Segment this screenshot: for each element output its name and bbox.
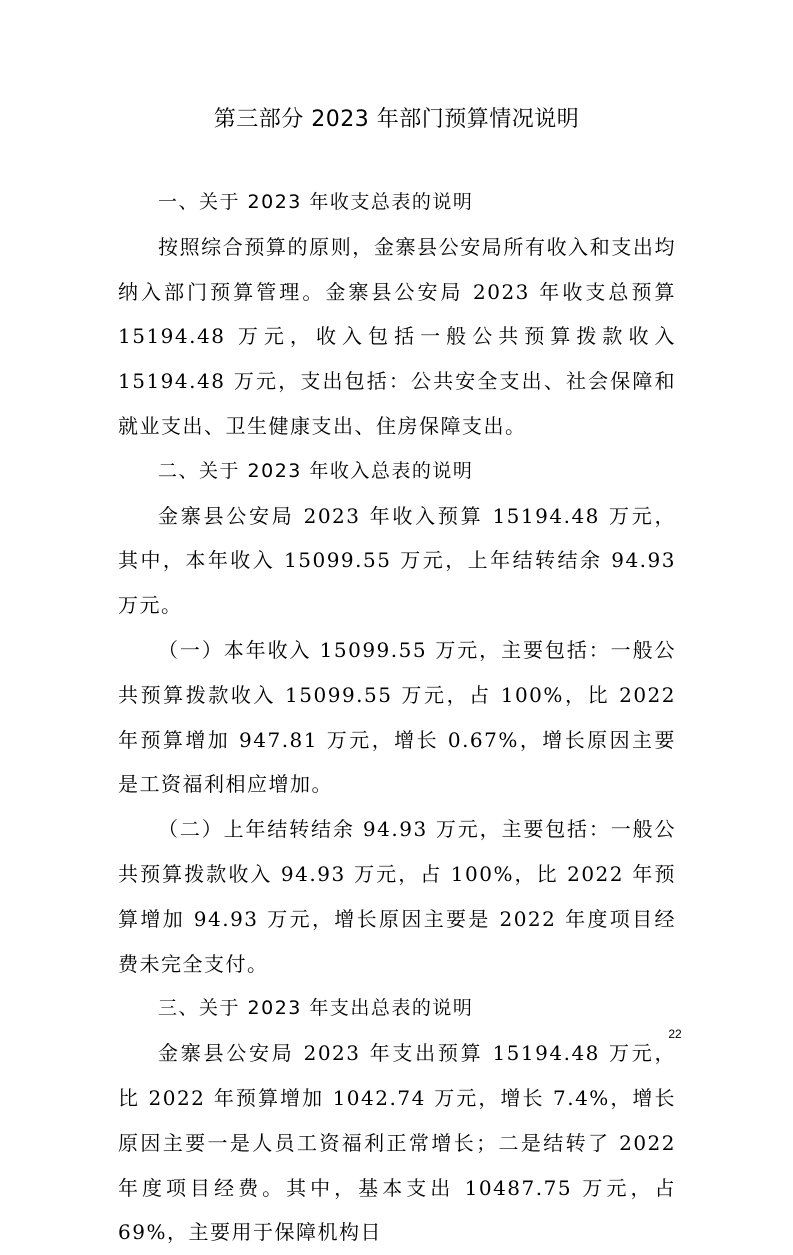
- paragraph-1-1: 按照综合预算的原则，金寨县公安局所有收入和支出均纳入部门预算管理。金寨县公安局 2023 年收支总预算 15194.48 万元，收入包括一般公共预算拨款收入 15194.48 万元，支出包括：公共安全支出、社会保障和就业支出、卫生健康支出、住房保障支出。: [118, 234, 676, 438]
- section-heading-1: 一、关于 2023 年收支总表的说明: [158, 191, 474, 213]
- paragraph-2-1: 金寨县公安局 2023 年收入预算 15194.48 万元，其中，本年收入 15099.55 万元，上年结转结余 94.93 万元。: [118, 503, 676, 618]
- paragraph-2-2: （一）本年收入 15099.55 万元，主要包括：一般公共预算拨款收入 15099.55 万元，占 100%，比 2022 年预算增加 947.81 万元，增长 0.67%，增长原因主要是工资福利相应增加。: [118, 637, 676, 797]
- page-title: 第三部分 2023 年部门预算情况说明: [213, 107, 580, 132]
- paragraph-2-3: （二）上年结转结余 94.93 万元，主要包括：一般公共预算拨款收入 94.93 万元，占 100%，比 2022 年预算增加 94.93 万元，增长原因主要是 2022 年度项目经费未完全支付。: [118, 817, 676, 976]
- paragraph-3-1: 金寨县公安局 2023 年支出预算 15194.48 万元，比 2022 年预算增加 1042.74 万元，增长 7.4%，增长原因主要一是人员工资福利正常增长；二是结转了 2022 年度项目经费。其中，基本支出 10487.75 万元，占 69%，主要用于保障机构日: [118, 1041, 676, 1245]
- section-heading-3: 三、关于 2023 年支出总表的说明: [158, 997, 474, 1020]
- document-body: [118, 180, 676, 1255]
- section-heading-2: 二、关于 2023 年收入总表的说明: [158, 459, 474, 482]
- page-number: 22: [668, 1027, 682, 1041]
